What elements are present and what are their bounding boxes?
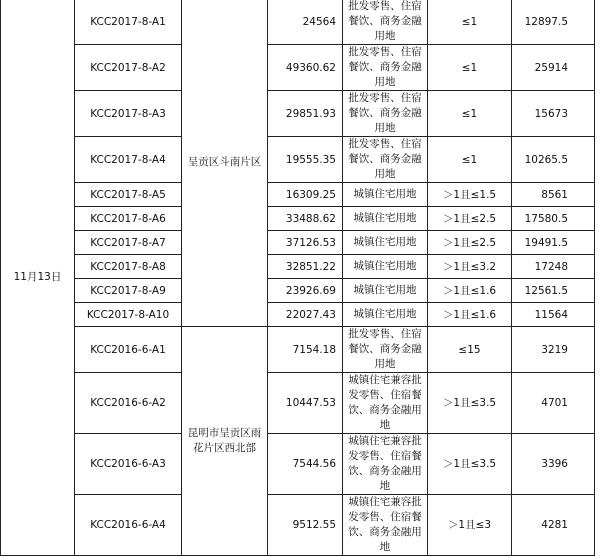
price-cell: 8561 [512,183,595,207]
land-use-cell: 城镇住宅用地 [343,255,428,279]
plot-ratio-cell: ＞1且≤1.6 [428,303,512,327]
area-cell: 29851.93 [268,91,343,137]
area-cell: 23926.69 [268,279,343,303]
parcel-code-cell: KCC2016-6-A3 [75,434,182,495]
area-cell: 24564 [268,0,343,45]
land-use-cell: 城镇住宅兼容批发零售、住宿餐饮、商务金融用地 [343,373,428,434]
area-cell: 19555.35 [268,137,343,183]
land-use-cell: 批发零售、住宿餐饮、商务金融用地 [343,327,428,373]
area-cell: 33488.62 [268,207,343,231]
table-row [1,45,595,91]
plot-ratio-cell: ≤1 [428,137,512,183]
land-use-cell: 城镇住宅兼容批发零售、住宿餐饮、商务金融用地 [343,434,428,495]
plot-ratio-cell: ＞1且≤1.5 [428,183,512,207]
parcel-code-cell: KCC2017-8-A8 [75,255,182,279]
plot-ratio-cell: ≤1 [428,0,512,45]
land-use-cell: 城镇住宅用地 [343,231,428,255]
area-cell: 49360.62 [268,45,343,91]
price-cell: 17580.5 [512,207,595,231]
price-cell: 11564 [512,303,595,327]
parcel-code-cell: KCC2017-8-A6 [75,207,182,231]
land-use-cell: 城镇住宅兼容批发零售、住宿餐饮、商务金融用地 [343,495,428,556]
parcel-code-cell: KCC2016-6-A2 [75,373,182,434]
table-row [1,137,595,183]
table-row [1,183,595,207]
price-cell: 4281 [512,495,595,556]
land-use-cell: 城镇住宅用地 [343,183,428,207]
land-use-cell: 批发零售、住宿餐饮、商务金融用地 [343,91,428,137]
plot-ratio-cell: ＞1且≤2.5 [428,207,512,231]
plot-ratio-cell: ＞1且≤3.5 [428,434,512,495]
parcel-code-cell: KCC2016-6-A4 [75,495,182,556]
land-use-cell: 批发零售、住宿餐饮、商务金融用地 [343,0,428,45]
land-use-cell: 批发零售、住宿餐饮、商务金融用地 [343,137,428,183]
table-row [1,91,595,137]
table-body [1,0,595,556]
area-cell: 22027.43 [268,303,343,327]
price-cell: 10265.5 [512,137,595,183]
plot-ratio-cell: ＞1且≤3.2 [428,255,512,279]
land-use-cell: 城镇住宅用地 [343,303,428,327]
parcel-code-cell: KCC2017-8-A5 [75,183,182,207]
price-cell: 12897.5 [512,0,595,45]
parcel-code-cell: KCC2017-8-A1 [75,0,182,45]
table-row [1,279,595,303]
auction-date-cell: 11月13日 [1,0,75,556]
area-cell: 7154.18 [268,327,343,373]
plot-ratio-cell: ≤1 [428,91,512,137]
table-row [1,255,595,279]
plot-ratio-cell: ＞1且≤1.6 [428,279,512,303]
area-cell: 10447.53 [268,373,343,434]
price-cell: 3396 [512,434,595,495]
plot-ratio-cell: ＞1且≤2.5 [428,231,512,255]
table-row [1,495,595,556]
plot-ratio-cell: ≤15 [428,327,512,373]
table-row [1,303,595,327]
area-cell: 7544.56 [268,434,343,495]
land-use-cell: 城镇住宅用地 [343,207,428,231]
table-row [1,373,595,434]
parcel-code-cell: KCC2017-8-A9 [75,279,182,303]
parcel-code-cell: KCC2017-8-A2 [75,45,182,91]
table-row [1,231,595,255]
land-use-cell: 城镇住宅用地 [343,279,428,303]
plot-ratio-cell: ＞1且≤3 [428,495,512,556]
plot-ratio-cell: ＞1且≤3.5 [428,373,512,434]
price-cell: 19491.5 [512,231,595,255]
table-row [1,327,595,373]
parcel-code-cell: KCC2017-8-A4 [75,137,182,183]
parcel-code-cell: KCC2017-8-A10 [75,303,182,327]
price-cell: 3219 [512,327,595,373]
region-cell: 昆明市呈贡区雨花片区西北部 [182,327,268,556]
parcel-code-cell: KCC2017-8-A3 [75,91,182,137]
parcel-code-cell: KCC2016-6-A1 [75,327,182,373]
parcel-code-cell: KCC2017-8-A7 [75,231,182,255]
price-cell: 4701 [512,373,595,434]
price-cell: 17248 [512,255,595,279]
area-cell: 16309.25 [268,183,343,207]
price-cell: 12561.5 [512,279,595,303]
area-cell: 9512.55 [268,495,343,556]
table-row [1,0,595,45]
area-cell: 32851.22 [268,255,343,279]
area-cell: 37126.53 [268,231,343,255]
plot-ratio-cell: ≤1 [428,45,512,91]
land-use-cell: 批发零售、住宿餐饮、商务金融用地 [343,45,428,91]
table-row [1,207,595,231]
region-cell: 呈贡区斗南片区 [182,0,268,327]
table-row [1,434,595,495]
price-cell: 25914 [512,45,595,91]
price-cell: 15673 [512,91,595,137]
